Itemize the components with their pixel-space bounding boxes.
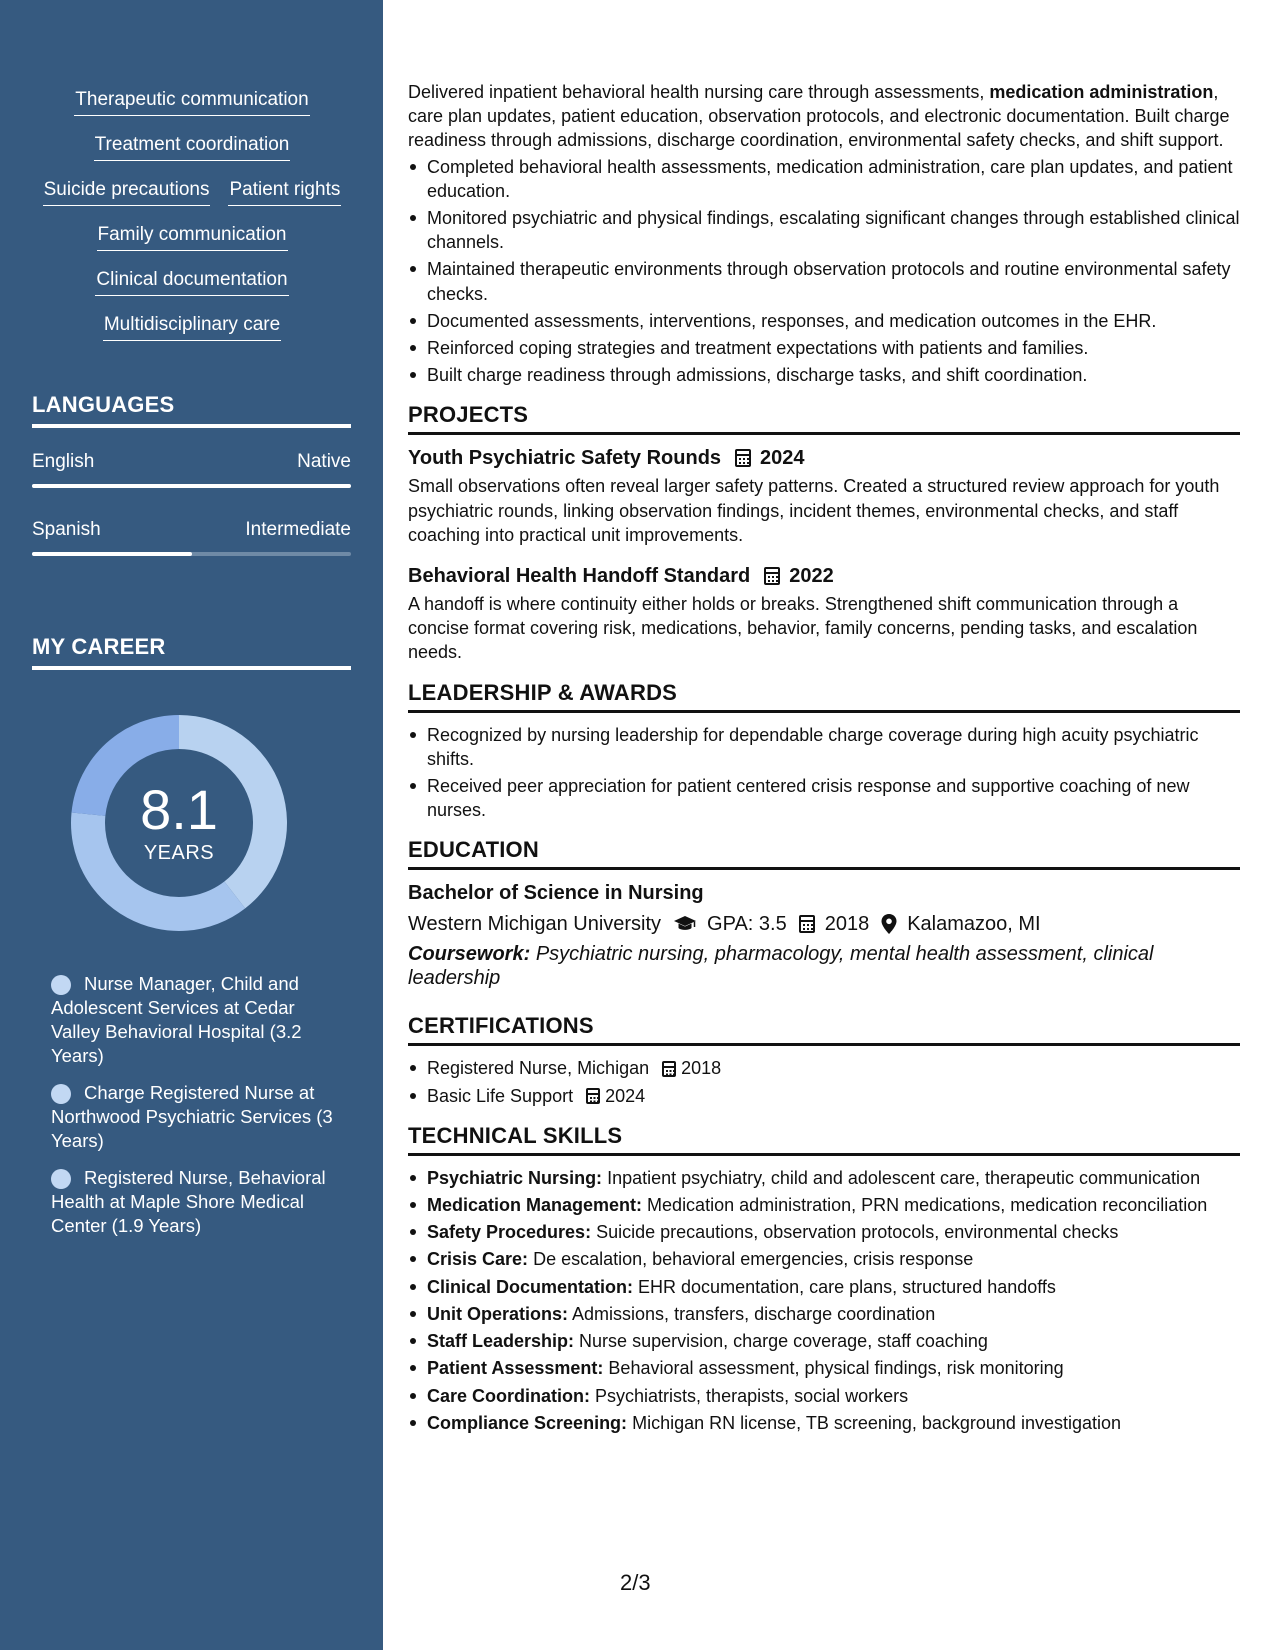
list-item: Recognized by nursing leadership for dependable charge coverage during high acuity psychiatric shifts. [408,723,1240,771]
skill-row [32,86,352,131]
list-item [408,1356,1240,1380]
skill-label: Compliance Screening: [427,1412,628,1433]
list-item: Documented assessments, interventions, responses, and medication outcomes in the EHR. [408,309,1240,333]
career-total-unit: YEARS [143,842,215,864]
career-donut-chart [67,711,291,935]
certification-name: Basic Life Support [427,1085,574,1106]
skill-tag: Patient rights [228,176,341,206]
skill-label: Clinical Documentation: [427,1276,634,1297]
skill-row [32,176,352,221]
page-number: 2/3 [620,1570,651,1595]
skill-text: EHR documentation, care plans, structured handoffs [638,1276,1056,1297]
list-item [408,1166,1240,1190]
list-item [408,1329,1240,1353]
language-english [32,450,351,488]
skill-label: Staff Leadership: [427,1331,575,1352]
skill-text: Suicide precautions, observation protocols, environmental checks [596,1222,1119,1243]
skill-text: Psychiatrists, therapists, social workers [595,1385,909,1406]
list-item [408,1193,1240,1217]
skill-label: Safety Procedures: [427,1222,592,1243]
project-year: 2022 [789,565,834,588]
list-item: Received peer appreciation for patient centered crisis response and supportive coaching of new nurses. [408,774,1240,822]
skill-tag: Treatment coordination [94,131,291,161]
list-item [408,1056,1240,1080]
project-year: 2024 [760,447,805,470]
career-heading: MY CAREER [32,634,351,670]
list-item: Built charge readiness through admissions, discharge tasks, and shift coordination. [408,363,1240,387]
career-list [51,972,341,1251]
education-school: Western Michigan University [408,913,662,936]
language-bar [32,552,351,556]
skill-text: Admissions, transfers, discharge coordination [572,1303,936,1324]
list-item [408,1220,1240,1244]
language-name: English [32,451,95,472]
projects-heading: PROJECTS [408,401,1240,435]
skill-label: Care Coordination: [427,1385,591,1406]
list-item [408,1384,1240,1408]
language-bar [32,484,351,488]
skill-tag: Suicide precautions [43,176,211,206]
skill-label: Medication Management: [427,1195,643,1216]
education-year: 2018 [824,913,870,936]
calendar-icon [764,567,780,585]
education-gpa: GPA: 3.5 [707,913,787,936]
skill-text: Nurse supervision, charge coverage, staff coaching [579,1331,988,1352]
education-coursework [408,942,1240,990]
list-item [408,1247,1240,1271]
skill-row [32,221,352,266]
skill-row [32,266,352,311]
location-pin-icon [881,914,897,934]
skill-label: Psychiatric Nursing: [427,1167,603,1188]
calendar-icon [662,1061,676,1077]
skill-label: Crisis Care: [427,1249,529,1270]
list-item [408,1302,1240,1326]
skill-label: Unit Operations: [427,1303,569,1324]
skill-row [32,311,352,356]
list-item [408,1084,1240,1108]
sidebar [0,0,383,1650]
skill-text: Medication administration, PRN medications, medication reconciliation [647,1195,1208,1216]
career-item-text: Nurse Manager, Child and Adolescent Services at Cedar Valley Behavioral Hospital (3.2 Years) [51,973,302,1066]
skill-tag: Therapeutic communication [74,86,309,116]
leadership-heading: LEADERSHIP & AWARDS [408,679,1240,713]
certification-year: 2018 [681,1058,722,1079]
project-title: Youth Psychiatric Safety Rounds [408,447,722,470]
project-title: Behavioral Health Handoff Standard [408,565,751,588]
calendar-icon [735,449,751,467]
certification-year: 2024 [605,1085,646,1106]
technical-skills-heading: TECHNICAL SKILLS [408,1122,1240,1156]
language-bar-fill [32,484,351,488]
language-level: Native [297,451,351,472]
list-item [408,1275,1240,1299]
skill-tag: Multidisciplinary care [103,311,281,341]
experience-bullets [408,155,1240,388]
skill-label: Patient Assessment: [427,1358,604,1379]
graduation-cap-icon [673,915,697,933]
leadership-bullets [408,723,1240,823]
coursework-text: Psychiatric nursing, pharmacology, mental health assessment, clinical leadership [408,943,1154,990]
list-item: Reinforced coping strategies and treatment expectations with patients and families. [408,336,1240,360]
bullet-dot-icon [51,975,71,995]
skill-text: Michigan RN license, TB screening, background investigation [632,1412,1122,1433]
list-item [408,1411,1240,1435]
list-item: Completed behavioral health assessments, medication administration, care plan updates, and patient education. [408,155,1240,203]
career-item [51,972,341,1068]
career-item-text: Charge Registered Nurse at Northwood Psychiatric Services (3 Years) [51,1082,333,1151]
skill-text: Inpatient psychiatry, child and adolescent care, therapeutic communication [607,1167,1201,1188]
calendar-icon [586,1088,600,1104]
project-description: A handoff is where continuity either holds or breaks. Strengthened shift communication through a concise format covering risk, medications, behavior, family concerns, pending tasks, and escalation needs. [408,594,1198,663]
education-location: Kalamazoo, MI [907,913,1041,936]
summary-text: Delivered inpatient behavioral health nursing care through assessments, [408,82,990,102]
education-heading: EDUCATION [408,836,1240,870]
certifications-heading: CERTIFICATIONS [408,1012,1240,1046]
certification-name: Registered Nurse, Michigan [427,1058,650,1079]
project-title-row [408,563,1240,589]
coursework-label: Coursework: [408,943,531,966]
career-total-years: 8.1 [140,778,218,841]
career-item-text: Registered Nurse, Behavioral Health at Maple Shore Medical Center (1.9 Years) [51,1167,326,1236]
language-name: Spanish [32,519,101,540]
skill-text: Behavioral assessment, physical findings, risk monitoring [608,1358,1064,1379]
education-degree: Bachelor of Science in Nursing [408,882,704,905]
project-title-row [408,445,1240,471]
summary-highlight: medication administration [989,82,1214,102]
skill-text: De escalation, behavioral emergencies, crisis response [533,1249,974,1270]
language-spanish [32,518,351,556]
experience-summary [408,80,1240,153]
skill-tag: Family communication [97,221,288,251]
bullet-dot-icon [51,1169,71,1189]
calendar-icon [799,915,815,933]
languages-heading: LANGUAGES [32,392,351,428]
career-item [51,1166,341,1238]
skill-row [32,131,352,176]
language-level: Intermediate [245,519,351,540]
main-content [408,80,1240,1438]
list-item: Monitored psychiatric and physical findings, escalating significant changes through established clinical channels. [408,206,1240,254]
project-description: Small observations often reveal larger safety patterns. Created a structured review approach for youth psychiatric rounds, linking observation findings, incident themes, environmental checks, and staff coaching into practical unit improvements. [408,476,1220,545]
skill-tag: Clinical documentation [95,266,288,296]
summary-text: , care plan updates, patient education, observation protocols, and electronic documentation. Built charge readiness through admissions, discharge coordination, environmental safety checks, and shift support. [408,82,1230,151]
list-item: Maintained therapeutic environments through observation protocols and routine environmental safety checks. [408,257,1240,305]
bullet-dot-icon [51,1084,71,1104]
skill-tags [32,86,352,356]
education-meta [408,910,1240,938]
certifications-list [408,1056,1240,1107]
technical-skills-list [408,1166,1240,1435]
career-item [51,1081,341,1153]
language-bar-fill [32,552,192,556]
